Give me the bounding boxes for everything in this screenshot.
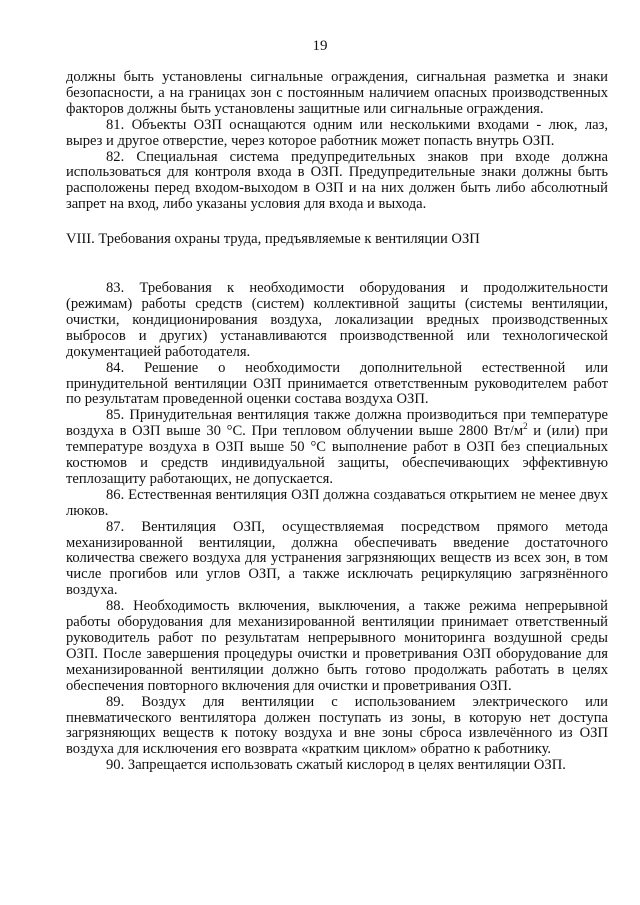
paragraph-text: Требования к необходимости оборудования и продолжительности (режимам) работы средств (систем) коллективной защиты (системы вентиляции, очистки, кондиционирования воздуха, локализации вредных производственных выбросов и других) устанавливаются производственной или технологической документацией работодателя. — [66, 280, 608, 360]
paragraph-number: 81. — [106, 116, 125, 133]
paragraph-continued — [66, 70, 608, 118]
paragraph-text: Воздух для вентиляции с использованием электрического или пневматического вентилятора должен поступать из зоны, в которую нет доступа загрязняющих веществ к потоку воздуха и вне зоны сброса извлечённого из ОЗП воздуха для исключения его возврата «кратким циклом» обратно к работнику. — [66, 693, 608, 758]
section-heading: VIII. Требования охраны труда, предъявляемые к вентиляции ОЗП — [66, 231, 480, 248]
page-number: 19 — [312, 38, 328, 54]
paragraph-85 — [66, 408, 608, 488]
paragraph-number: 84. — [106, 359, 125, 376]
paragraph-text: Необходимость включения, выключения, а также режима непрерывной работы оборудования для механизированной вентиляции принимает ответственный руководитель работ по результатам непрерывного мониторинга воздушной среды ОЗП. После завершения процедуры очистки и проветривания ОЗП оборудование для механизированной вентиляции должно быть готово продолжать работать в целях обеспечения повторного включения для очистки и проветривания ОЗП. — [66, 598, 608, 694]
paragraph-89 — [66, 695, 608, 759]
paragraph-number: 88. — [106, 598, 125, 615]
paragraph-number: 82. — [106, 148, 125, 165]
paragraph-number: 89. — [106, 693, 125, 710]
paragraph-81 — [66, 118, 608, 150]
superscript: 2 — [523, 421, 528, 432]
paragraph-number: 83. — [106, 280, 125, 297]
paragraph-number: 86. — [106, 486, 125, 503]
paragraph-text: Принудительная вентиляция также должна производиться при температуре воздуха в ОЗП выше 30 °C. При тепловом облучении выше 2800 Вт/м — [66, 407, 608, 440]
document-body — [66, 70, 608, 774]
paragraph-82 — [66, 150, 608, 214]
paragraph-text-cont: и (или) при температуре воздуха в ОЗП выше 50 °C выполнение работ в ОЗП без специальных костюмов и средств индивидуальной защиты, обеспечивающих эффективную теплозащиту работающих, не допускается. — [66, 423, 608, 487]
paragraph-text: должны быть установлены сигнальные ограждения, сигнальная разметка и знаки безопасности, а на границах зон с постоянным наличием опасных производственных факторов должны быть установлены защитные или сигнальные ограждения. — [66, 69, 608, 117]
paragraph-86 — [66, 488, 608, 520]
paragraph-text: Объекты ОЗП оснащаются одним или несколькими входами - люк, лаз, вырез и другое отверстие, через которое работник может попасть внутрь ОЗП. — [66, 116, 608, 149]
paragraph-number: 87. — [106, 518, 125, 535]
paragraph-text: Запрещается использовать сжатый кислород в целях вентиляции ОЗП. — [127, 757, 566, 774]
paragraph-text: Естественная вентиляция ОЗП должна создаваться открытием не менее двух люков. — [66, 486, 609, 519]
paragraph-83 — [66, 281, 608, 361]
paragraph-number: 90. — [106, 757, 125, 774]
paragraph-text: Вентиляция ОЗП, осуществляемая посредством прямого метода механизированной вентиляции, должна обеспечивать введение достаточного количества свежего воздуха для устранения загрязняющих веществ из всех зон, в том числе прогибов или углов ОЗП, а также исключать рециркуляцию загрязнённого воздуха. — [66, 518, 608, 599]
paragraph-87 — [66, 520, 608, 600]
paragraph-88 — [66, 599, 608, 694]
paragraph-90 — [66, 758, 608, 774]
paragraph-text: Специальная система предупредительных знаков при входе должна использоваться для контроля входа в ОЗП. Предупредительные знаки должны быть расположены перед входом-выходом в ОЗП и на них должен быть либо абсолютный запрет на вход, либо указаны условия для входа и выхода. — [66, 148, 608, 213]
paragraph-text: Решение о необходимости дополнительной естественной или принудительной вентиляции ОЗП принимается ответственным руководителем работ по результатам проведенной оценки состава воздуха ОЗП. — [66, 359, 609, 408]
paragraph-84 — [66, 361, 608, 409]
paragraph-number: 85. — [106, 407, 125, 424]
